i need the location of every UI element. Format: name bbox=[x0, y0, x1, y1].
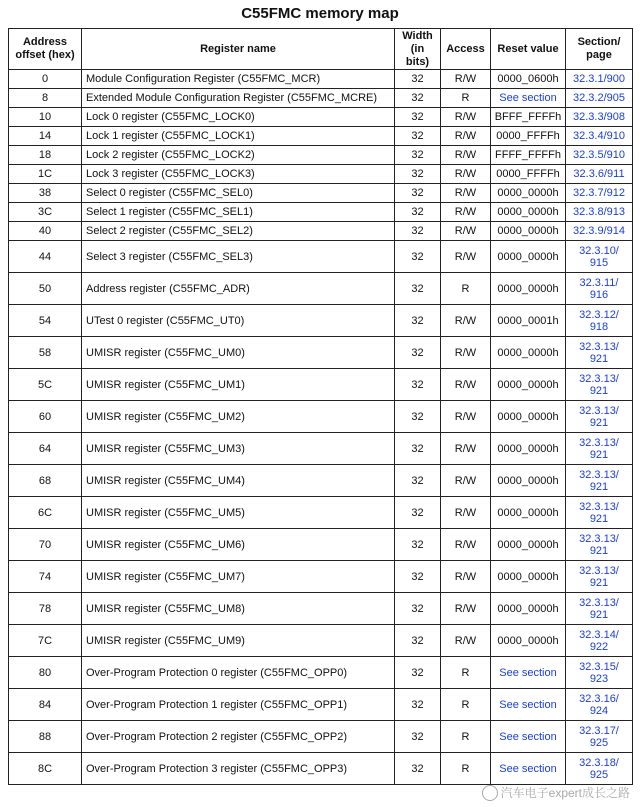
section-link[interactable]: 32.3.10/ 915 bbox=[566, 241, 633, 273]
section-link[interactable]: 32.3.11/ 916 bbox=[566, 273, 633, 305]
reset-value-cell: 0000_0000h bbox=[491, 593, 566, 625]
access-cell: R/W bbox=[441, 433, 491, 465]
table-row bbox=[9, 721, 633, 753]
offset-cell: 40 bbox=[9, 222, 82, 241]
section-link[interactable]: 32.3.13/ 921 bbox=[566, 369, 633, 401]
width-cell: 32 bbox=[395, 497, 441, 529]
width-cell: 32 bbox=[395, 184, 441, 203]
width-cell: 32 bbox=[395, 529, 441, 561]
register-name-cell: Lock 3 register (C55FMC_LOCK3) bbox=[82, 165, 395, 184]
width-cell: 32 bbox=[395, 337, 441, 369]
access-cell: R/W bbox=[441, 146, 491, 165]
section-link[interactable]: 32.3.15/ 923 bbox=[566, 657, 633, 689]
offset-cell: 8 bbox=[9, 89, 82, 108]
register-name-cell: Address register (C55FMC_ADR) bbox=[82, 273, 395, 305]
access-cell: R/W bbox=[441, 337, 491, 369]
reset-value-cell: 0000_0600h bbox=[491, 70, 566, 89]
access-cell: R/W bbox=[441, 127, 491, 146]
width-cell: 32 bbox=[395, 89, 441, 108]
wechat-icon bbox=[482, 785, 498, 801]
table-row bbox=[9, 273, 633, 305]
register-name-cell: UMISR register (C55FMC_UM1) bbox=[82, 369, 395, 401]
width-cell: 32 bbox=[395, 465, 441, 497]
table-row bbox=[9, 337, 633, 369]
reset-value-cell: 0000_FFFFh bbox=[491, 165, 566, 184]
table-row bbox=[9, 203, 633, 222]
register-name-cell: Module Configuration Register (C55FMC_MCR) bbox=[82, 70, 395, 89]
access-cell: R/W bbox=[441, 369, 491, 401]
width-cell: 32 bbox=[395, 561, 441, 593]
watermark-text: 汽车电子expert成长之路 bbox=[500, 786, 630, 800]
width-cell: 32 bbox=[395, 70, 441, 89]
offset-cell: 8C bbox=[9, 753, 82, 785]
reset-value-cell: 0000_0000h bbox=[491, 222, 566, 241]
section-link[interactable]: 32.3.13/ 921 bbox=[566, 337, 633, 369]
access-cell: R bbox=[441, 753, 491, 785]
reset-value-cell[interactable]: See section bbox=[491, 753, 566, 785]
access-cell: R/W bbox=[441, 241, 491, 273]
offset-cell: 18 bbox=[9, 146, 82, 165]
width-cell: 32 bbox=[395, 146, 441, 165]
table-row bbox=[9, 465, 633, 497]
reset-value-cell: 0000_0000h bbox=[491, 241, 566, 273]
offset-cell: 64 bbox=[9, 433, 82, 465]
table-row bbox=[9, 689, 633, 721]
width-cell: 32 bbox=[395, 241, 441, 273]
offset-cell: 44 bbox=[9, 241, 82, 273]
table-row bbox=[9, 165, 633, 184]
reset-value-cell[interactable]: See section bbox=[491, 89, 566, 108]
table-row bbox=[9, 593, 633, 625]
offset-cell: 50 bbox=[9, 273, 82, 305]
register-name-cell: UMISR register (C55FMC_UM8) bbox=[82, 593, 395, 625]
offset-cell: 38 bbox=[9, 184, 82, 203]
register-name-cell: UMISR register (C55FMC_UM2) bbox=[82, 401, 395, 433]
offset-cell: 74 bbox=[9, 561, 82, 593]
access-cell: R/W bbox=[441, 529, 491, 561]
reset-value-cell: 0000_0000h bbox=[491, 465, 566, 497]
section-link[interactable]: 32.3.2/905 bbox=[566, 89, 633, 108]
reset-value-cell: 0000_0001h bbox=[491, 305, 566, 337]
access-cell: R/W bbox=[441, 222, 491, 241]
register-name-cell: Select 3 register (C55FMC_SEL3) bbox=[82, 241, 395, 273]
width-cell: 32 bbox=[395, 657, 441, 689]
register-name-cell: UMISR register (C55FMC_UM0) bbox=[82, 337, 395, 369]
register-name-cell: Lock 0 register (C55FMC_LOCK0) bbox=[82, 108, 395, 127]
register-name-cell: UMISR register (C55FMC_UM9) bbox=[82, 625, 395, 657]
register-name-cell: UMISR register (C55FMC_UM5) bbox=[82, 497, 395, 529]
reset-value-cell[interactable]: See section bbox=[491, 657, 566, 689]
reset-value-cell: 0000_FFFFh bbox=[491, 127, 566, 146]
access-cell: R/W bbox=[441, 561, 491, 593]
reset-value-cell: 0000_0000h bbox=[491, 401, 566, 433]
register-name-cell: Lock 2 register (C55FMC_LOCK2) bbox=[82, 146, 395, 165]
reset-value-cell: 0000_0000h bbox=[491, 369, 566, 401]
table-row bbox=[9, 222, 633, 241]
section-link[interactable]: 32.3.12/ 918 bbox=[566, 305, 633, 337]
table-row bbox=[9, 561, 633, 593]
offset-cell: 14 bbox=[9, 127, 82, 146]
access-cell: R bbox=[441, 689, 491, 721]
register-name-cell: UMISR register (C55FMC_UM3) bbox=[82, 433, 395, 465]
access-cell: R bbox=[441, 721, 491, 753]
table-row bbox=[9, 657, 633, 689]
table-row bbox=[9, 369, 633, 401]
table-row bbox=[9, 529, 633, 561]
watermark bbox=[482, 784, 630, 801]
width-cell: 32 bbox=[395, 222, 441, 241]
reset-value-cell: 0000_0000h bbox=[491, 273, 566, 305]
table-row bbox=[9, 305, 633, 337]
access-cell: R/W bbox=[441, 497, 491, 529]
access-cell: R/W bbox=[441, 165, 491, 184]
access-cell: R/W bbox=[441, 70, 491, 89]
header-section-page: Section/ page bbox=[566, 29, 633, 70]
width-cell: 32 bbox=[395, 127, 441, 146]
offset-cell: 70 bbox=[9, 529, 82, 561]
register-name-cell: UMISR register (C55FMC_UM7) bbox=[82, 561, 395, 593]
reset-value-cell: 0000_0000h bbox=[491, 497, 566, 529]
access-cell: R/W bbox=[441, 184, 491, 203]
offset-cell: 84 bbox=[9, 689, 82, 721]
width-cell: 32 bbox=[395, 305, 441, 337]
reset-value-cell: 0000_0000h bbox=[491, 184, 566, 203]
width-cell: 32 bbox=[395, 433, 441, 465]
section-link[interactable]: 32.3.13/ 921 bbox=[566, 561, 633, 593]
reset-value-cell: 0000_0000h bbox=[491, 561, 566, 593]
offset-cell: 54 bbox=[9, 305, 82, 337]
access-cell: R/W bbox=[441, 465, 491, 497]
register-name-cell: Over-Program Protection 0 register (C55FMC_OPP0) bbox=[82, 657, 395, 689]
table-row bbox=[9, 89, 633, 108]
access-cell: R/W bbox=[441, 305, 491, 337]
memory-map-table bbox=[8, 28, 633, 785]
section-link[interactable]: 32.3.13/ 921 bbox=[566, 529, 633, 561]
section-link[interactable]: 32.3.4/910 bbox=[566, 127, 633, 146]
page-title: C55FMC memory map bbox=[241, 5, 399, 22]
table-row bbox=[9, 497, 633, 529]
section-link[interactable]: 32.3.17/ 925 bbox=[566, 721, 633, 753]
header-width: Width (in bits) bbox=[395, 29, 441, 70]
section-link[interactable]: 32.3.13/ 921 bbox=[566, 401, 633, 433]
section-link[interactable]: 32.3.7/912 bbox=[566, 184, 633, 203]
width-cell: 32 bbox=[395, 273, 441, 305]
reset-value-cell: BFFF_FFFFh bbox=[491, 108, 566, 127]
register-name-cell: UMISR register (C55FMC_UM6) bbox=[82, 529, 395, 561]
section-link[interactable]: 32.3.16/ 924 bbox=[566, 689, 633, 721]
header-register-name: Register name bbox=[82, 29, 395, 70]
width-cell: 32 bbox=[395, 721, 441, 753]
offset-cell: 78 bbox=[9, 593, 82, 625]
width-cell: 32 bbox=[395, 165, 441, 184]
access-cell: R bbox=[441, 273, 491, 305]
register-name-cell: Select 0 register (C55FMC_SEL0) bbox=[82, 184, 395, 203]
offset-cell: 1C bbox=[9, 165, 82, 184]
offset-cell: 10 bbox=[9, 108, 82, 127]
section-link[interactable]: 32.3.14/ 922 bbox=[566, 625, 633, 657]
table-row bbox=[9, 184, 633, 203]
section-link[interactable]: 32.3.3/908 bbox=[566, 108, 633, 127]
offset-cell: 88 bbox=[9, 721, 82, 753]
access-cell: R/W bbox=[441, 593, 491, 625]
reset-value-cell: 0000_0000h bbox=[491, 203, 566, 222]
table-row bbox=[9, 70, 633, 89]
reset-value-cell: 0000_0000h bbox=[491, 529, 566, 561]
table-row bbox=[9, 433, 633, 465]
register-name-cell: UTest 0 register (C55FMC_UT0) bbox=[82, 305, 395, 337]
register-name-cell: Select 1 register (C55FMC_SEL1) bbox=[82, 203, 395, 222]
table-row bbox=[9, 108, 633, 127]
section-link[interactable]: 32.3.13/ 921 bbox=[566, 497, 633, 529]
access-cell: R/W bbox=[441, 401, 491, 433]
reset-value-cell: 0000_0000h bbox=[491, 433, 566, 465]
offset-cell: 5C bbox=[9, 369, 82, 401]
access-cell: R/W bbox=[441, 108, 491, 127]
register-name-cell: Over-Program Protection 2 register (C55FMC_OPP2) bbox=[82, 721, 395, 753]
register-name-cell: Over-Program Protection 1 register (C55FMC_OPP1) bbox=[82, 689, 395, 721]
offset-cell: 60 bbox=[9, 401, 82, 433]
width-cell: 32 bbox=[395, 401, 441, 433]
access-cell: R bbox=[441, 89, 491, 108]
width-cell: 32 bbox=[395, 593, 441, 625]
section-link[interactable]: 32.3.13/ 921 bbox=[566, 465, 633, 497]
table-row bbox=[9, 401, 633, 433]
width-cell: 32 bbox=[395, 108, 441, 127]
width-cell: 32 bbox=[395, 625, 441, 657]
section-link[interactable]: 32.3.5/910 bbox=[566, 146, 633, 165]
offset-cell: 6C bbox=[9, 497, 82, 529]
offset-cell: 3C bbox=[9, 203, 82, 222]
offset-cell: 80 bbox=[9, 657, 82, 689]
reset-value-cell[interactable]: See section bbox=[491, 689, 566, 721]
section-link[interactable]: 32.3.1/900 bbox=[566, 70, 633, 89]
access-cell: R bbox=[441, 657, 491, 689]
access-cell: R/W bbox=[441, 203, 491, 222]
section-link[interactable]: 32.3.13/ 921 bbox=[566, 433, 633, 465]
offset-cell: 58 bbox=[9, 337, 82, 369]
reset-value-cell: FFFF_FFFFh bbox=[491, 146, 566, 165]
offset-cell: 68 bbox=[9, 465, 82, 497]
width-cell: 32 bbox=[395, 689, 441, 721]
table-row bbox=[9, 127, 633, 146]
register-name-cell: Extended Module Configuration Register (C55FMC_MCRE) bbox=[82, 89, 395, 108]
table-row bbox=[9, 753, 633, 785]
reset-value-cell: 0000_0000h bbox=[491, 337, 566, 369]
access-cell: R/W bbox=[441, 625, 491, 657]
offset-cell: 7C bbox=[9, 625, 82, 657]
register-name-cell: Select 2 register (C55FMC_SEL2) bbox=[82, 222, 395, 241]
table-header-row bbox=[9, 29, 633, 70]
table-row bbox=[9, 146, 633, 165]
section-link[interactable]: 32.3.6/911 bbox=[566, 165, 633, 184]
section-link[interactable]: 32.3.8/913 bbox=[566, 203, 633, 222]
section-link[interactable]: 32.3.18/ 925 bbox=[566, 753, 633, 785]
register-name-cell: Over-Program Protection 3 register (C55FMC_OPP3) bbox=[82, 753, 395, 785]
table-row bbox=[9, 241, 633, 273]
width-cell: 32 bbox=[395, 369, 441, 401]
reset-value-cell[interactable]: See section bbox=[491, 721, 566, 753]
table-row bbox=[9, 625, 633, 657]
offset-cell: 0 bbox=[9, 70, 82, 89]
section-link[interactable]: 32.3.9/914 bbox=[566, 222, 633, 241]
reset-value-cell: 0000_0000h bbox=[491, 625, 566, 657]
header-offset: Address offset (hex) bbox=[9, 29, 82, 70]
header-reset-value: Reset value bbox=[491, 29, 566, 70]
register-name-cell: Lock 1 register (C55FMC_LOCK1) bbox=[82, 127, 395, 146]
section-link[interactable]: 32.3.13/ 921 bbox=[566, 593, 633, 625]
width-cell: 32 bbox=[395, 753, 441, 785]
register-name-cell: UMISR register (C55FMC_UM4) bbox=[82, 465, 395, 497]
header-access: Access bbox=[441, 29, 491, 70]
width-cell: 32 bbox=[395, 203, 441, 222]
